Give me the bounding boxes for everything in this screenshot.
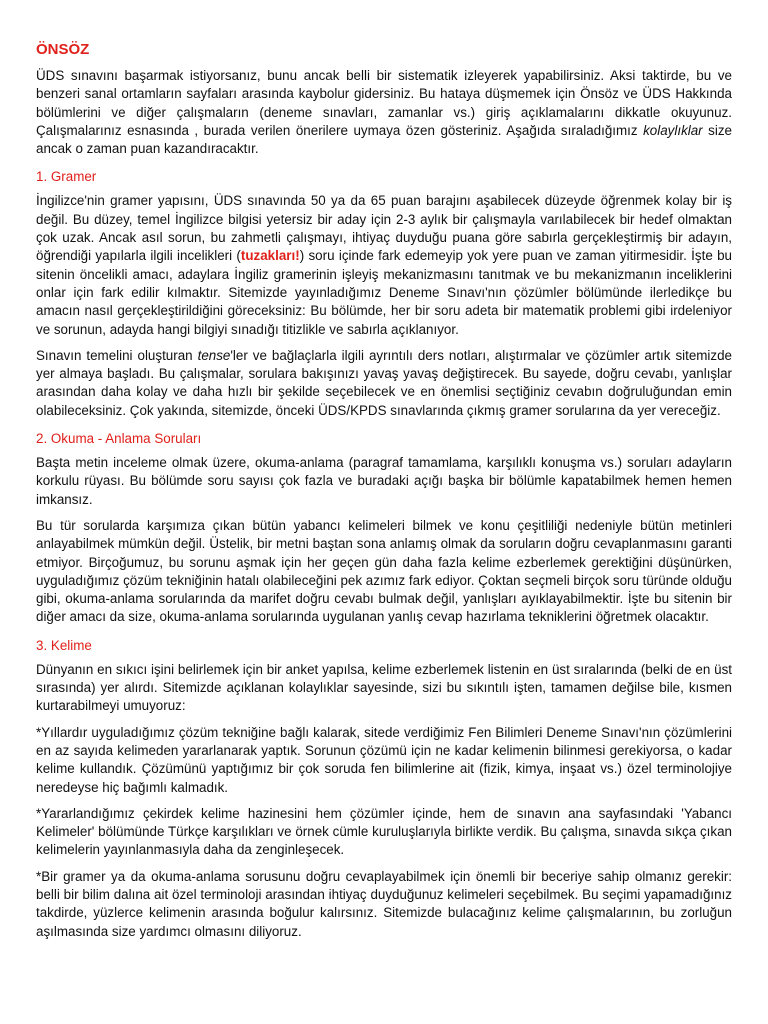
gramer-paragraph-1 <box>36 192 732 338</box>
page-title: ÖNSÖZ <box>36 41 90 58</box>
kelime-paragraph-2: *Yıllardır uyguladığımız çözüm tekniğine bağlı kalarak, sitede verdiğimiz Fen Bilimleri Deneme Sınavı'nın çözümlerini en az sayıda kelimeden yararlanarak yaptık. Sorunun çözümü için ne kadar kelimenin bilinmesi gerekiyorsa, o kadar kelime kullandık. Çözümünü yaptığımız bir çok soruda fen bilimlerine ait (fizik, kimya, inşaat vs.) özel terminolojiye neredeyse hiç bağımlı kalmadık. <box>36 724 732 795</box>
kelime-paragraph-3: *Yararlandığımız çekirdek kelime hazinesini hem çözümler içinde, hem de sınavın ana sayfasındaki 'Yabancı Kelimeler' bölümünde Türkçe karşılıkları ve örnek cümle kuruluşlarıyla birlikte verdik. Bu çalışma, sınavda sıkça çıkan kelimelerin yayınlanmasıyla daha da zenginleşecek. <box>36 805 732 858</box>
gramer-p2-text-1: Sınavın temelini oluşturan <box>36 347 198 363</box>
intro-paragraph <box>36 67 732 158</box>
section-heading-gramer: 1. Gramer <box>36 169 97 185</box>
gramer-p1-text-1: İngilizce'nin gramer yapısını, ÜDS sınavında 50 ya da 65 puan barajını aşabilecek düzeyde öğrenmek kolay bir iş değil. Bu düzey, temel İngilizce bilgisi yetersiz bir aday için 2-3 aylık bir çalışmayla varılabilecek bir hedef olmaktan çok uzak. Ancak asıl sorun, bu zahmetli çalışmayı, ihtiyaç duyduğu puana göre sabırla gerçekleştirmiş bir adayın, öğrendiği yapılarla ilgili incelikleri ( <box>36 193 732 264</box>
okuma-paragraph-2: Bu tür sorularda karşımıza çıkan bütün yabancı kelimeleri bilmek ve konu çeşitliliği nedeniyle bütün metinleri anlayabilmek mümkün değil. Üstelik, bir metni baştan sona anlamış olmak da soruların doğru cevaplanmasını garanti etmiyor. Birçoğumuz, bu sorunu aşmak için her geçen gün daha fazla kelime ezberlemek gerektiğini düşünürken, uyguladığımız çözüm tekniğinin hatalı olabileceğini pek azımız fark ediyor. Çoktan seçmeli birçok soru türünde olduğu gibi, okuma-anlama sorularında da marifet doğru cevabı bulmak değil, yanlışları ayıklayabilmektir. İşte bu sitenin bir diğer amacı da size, okuma-anlama sorularında uygulanan yanlış cevap hazırlama tekniklerini öğretmek olacaktır. <box>36 517 732 625</box>
kelime-paragraph-4: *Bir gramer ya da okuma-anlama sorusunu doğru cevaplayabilmek için önemli bir beceriye sahip olmanız gerekir: belli bir bilim dalına ait özel terminoloji arasından ihtiyaç duyduğunuz kelimeleri seçebilmek. Bu seçimi yapamadığınız takdirde, yüzlerce kelimenin arasında boğulur kalırsınız. Sitemizde bulacağınız kelime çalışmalarının, bu zorluğun aşılmasında size yardımcı olmasını diliyoruz. <box>36 868 732 939</box>
tense-emphasis: tense <box>197 347 231 363</box>
section-heading-kelime: 3. Kelime <box>36 637 92 653</box>
tuzaklari-highlight: tuzakları! <box>240 248 300 264</box>
intro-text-1: ÜDS sınavını başarmak istiyorsanız, bunu ancak belli bir sistematik izleyerek yapabilirsiniz. Aksi taktirde, bu ve benzeri sanal ortamların sayfaları arasında kaybolur gidersiniz. Bu hataya düşmemek için Önsöz ve ÜDS Hakkında bölümlerini ve diğer çalışmaların (deneme sınavları, zamanlar vs.) giriş açıklamalarını dikkatle okuyunuz. Çalışmalarınız esnasında , burada verilen önerilere uymaya özen gösteriniz. Aşağıda sıraladığımız <box>36 68 732 138</box>
okuma-paragraph-1: Başta metin inceleme olmak üzere, okuma-anlama (paragraf tamamlama, karşılıklı konuşma vs.) soruları adayların korkulu rüyası. Bu bölümde soru sayısı çok fazla ve buradaki açığı başka bir bölümle kapatabilmek hemen hemen imkansız. <box>36 455 732 507</box>
kelime-paragraph-1: Dünyanın en sıkıcı işini belirlemek için bir anket yapılsa, kelime ezberlemek listenin en üst sıralarında (belki de en üst sırasında) yer alırdı. Sitemizde açıklanan kolaylıklar sayesinde, sizi bu sıkıntılı işten, tamamen değilse bile, kısmen kurtarabilmeyi umuyoruz: <box>36 661 732 714</box>
section-heading-okuma-anlama: 2. Okuma - Anlama Soruları <box>36 431 202 447</box>
intro-emphasis: kolaylıklar <box>643 122 703 138</box>
gramer-paragraph-2 <box>36 347 732 420</box>
gramer-p2-text-2: 'ler ve bağlaçlarla ilgili ayrıntılı ders notları, alıştırmalar ve çözümler artık sitemizde yer almaya başladı. Bu çalışmalar, sorulara bakışınızı yavaş yavaş değiştirecek. Bu sayede, doğru cevabı, yanlışlar arasından daha kolay ve daha hızlı bir şekilde seçebilecek ve en önemlisi seçtiğiniz cevabın doğruluğundan emin olabileceksiniz. Çok yakında, sitemizde, önceki ÜDS/KPDS sınavlarında çıkmış gramer sorularına da yer vereceğiz. <box>36 347 732 418</box>
intro-text-2: size ancak o zaman puan kazandıracaktır. <box>36 122 732 157</box>
gramer-p1-text-2: ) soru içinde fark edemeyip yok yere puan ve zaman yitirmesidir. İşte bu sitenin öncelikli amacı, adaylara İngiliz gramerinin işleyiş mekanizmasını tanıtmak ve bu mekanizmanın inceliklerini onlar için fark edilir kılmaktır. Sitemizde yayınladığımız Deneme Sınavı'nın çözümler bölümünde ilerledikçe bu amacın nasıl gerçekleştirildiğini göreceksiniz: Bu bölümde, her bir soru adeta bir matematik problemi gibi irdeleniyor ve sorunun, adayda hangi bilgiyi sınadığı titizlikle ve sabırla açıklanıyor. <box>36 248 732 337</box>
